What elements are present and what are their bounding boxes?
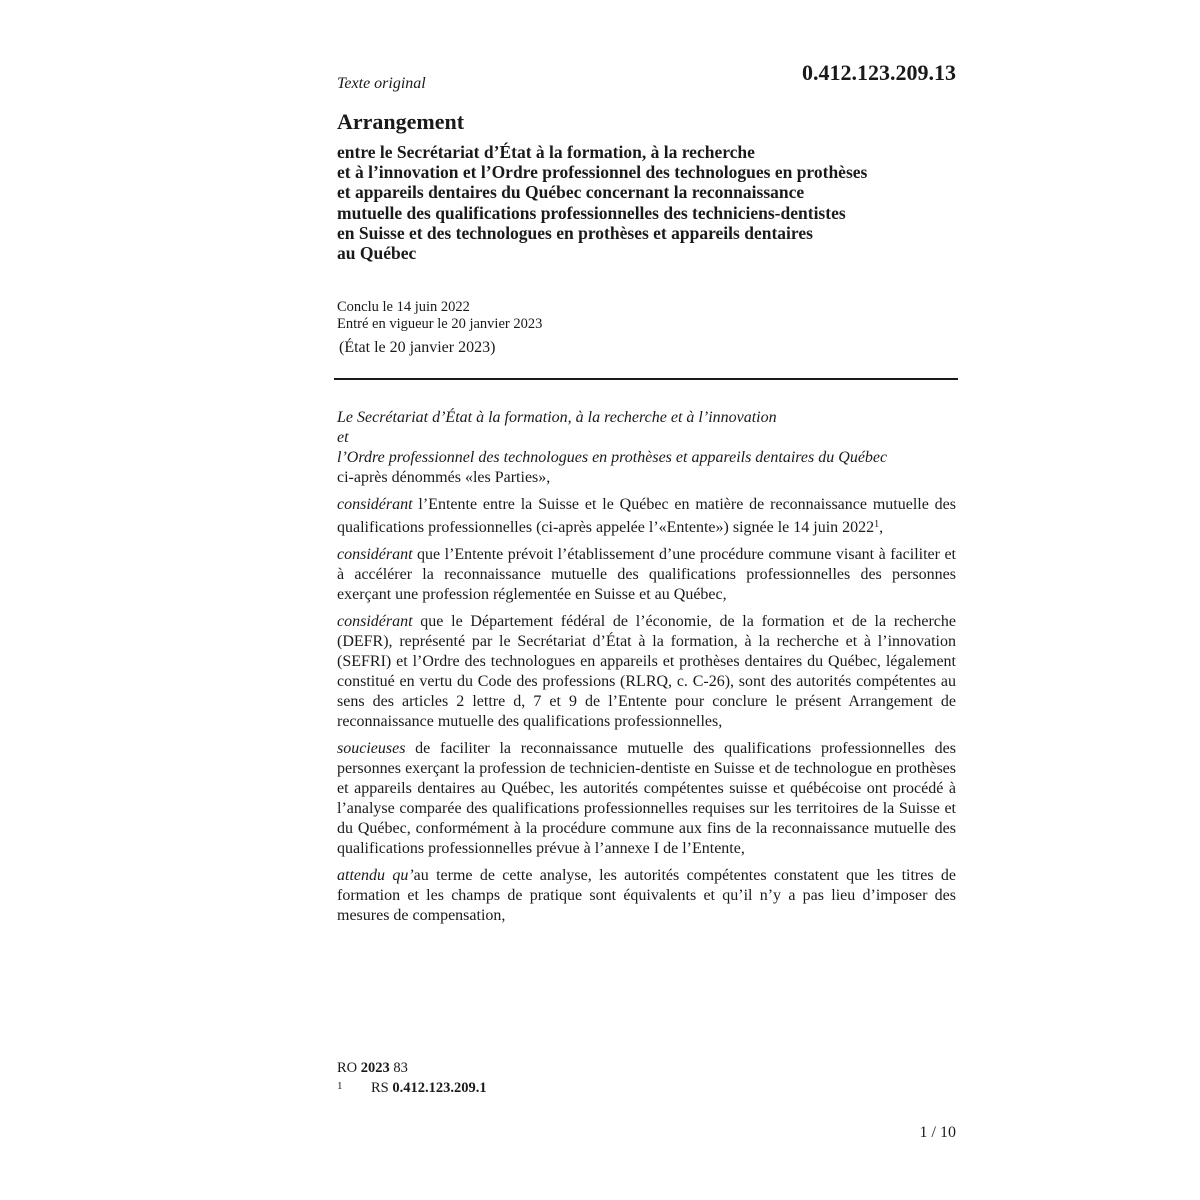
in-force-date: Entré en vigueur le 20 janvier 2023 <box>337 315 543 332</box>
recital-paragraph <box>337 866 956 926</box>
document-subtitle: entre le Secrétariat d’État à la formation, à la recherche et à l’innovation et l’Ordre professionnel des technologues en prothèses et appareils dentaires du Québec concernant la reconnaissance mutuelle des qualifications professionnelles des techniciens-dentistes en Suisse et des technologues en prothèses et appareils dentaires au Québec <box>337 142 868 264</box>
document-title: Arrangement <box>337 109 465 134</box>
page-number: 1 / 10 <box>919 1124 956 1141</box>
recital-text: de faciliter la reconnaissance mutuelle des qualifications professionnelles des personnes exerçant la profession de technicien-dentiste en Suisse et de technologue en prothèses et appareils dentaires au Québec, les autorités compétentes suisse et québécoise ont procédé à l’analyse comparée des qualifications professionnelles requises sur les territoires de la Suisse et du Québec, conformément à la procédure commune aux fins de la reconnaissance mutuelle des qualifications professionnelles prévue à l’annexe I de l’Entente, <box>337 740 956 857</box>
recital-paragraph <box>337 612 956 732</box>
original-text-label: Texte original <box>337 75 426 92</box>
document-body <box>337 408 956 926</box>
recital-lead: soucieuses <box>337 740 406 757</box>
conjunction: et <box>337 429 349 446</box>
concluded-date: Conclu le 14 juin 2022 <box>337 299 470 315</box>
recital-paragraph <box>337 545 956 605</box>
recital-lead: considérant <box>337 546 413 563</box>
ro-reference <box>337 1059 487 1077</box>
document-number: 0.412.123.209.13 <box>802 60 956 85</box>
footnote-reference[interactable]: 1 <box>874 519 880 530</box>
parties-designation: ci-après dénommés «les Parties», <box>337 469 551 486</box>
party-two: l’Ordre professionnel des technologues en prothèses et appareils dentaires du Québec <box>337 449 888 466</box>
rs-prefix: RS <box>371 1080 389 1096</box>
footnote-number: 1 <box>337 1080 343 1092</box>
recital-lead: attendu qu’ <box>337 867 414 884</box>
ro-year: 2023 <box>360 1060 390 1076</box>
page-footer <box>337 1059 487 1097</box>
preamble <box>337 408 956 488</box>
recital-lead: considérant <box>337 613 413 630</box>
rs-number-link[interactable]: 0.412.123.209.1 <box>392 1080 487 1096</box>
ro-page: 83 <box>393 1060 408 1076</box>
recital-paragraph <box>337 495 956 538</box>
recital-text: que le Département fédéral de l’économie, de la formation et de la recherche (DEFR), représenté par le Secrétariat d’État à la formation, à la recherche et à l’innovation (SEFRI) et l’Ordre des technologues en appareils et prothèses dentaires du Québec, légalement constitué en vertu du Code des professions (RLRQ, c. C-26), sont des autorités compétentes au sens des articles 2 lettre d, 7 et 9 de l’Entente pour conclure le présent Arrangement de reconnaissance mutuelle des qualifications professionnelles, <box>337 613 956 730</box>
recital-tail: , <box>879 519 884 536</box>
header-divider <box>334 378 958 380</box>
footnote <box>337 1077 487 1097</box>
recital-text: au terme de cette analyse, les autorités compétentes constatent que les titres de formation et les champs de pratique sont équivalents et qu’il n’y a pas lieu d’imposer des mesures de compensation, <box>337 867 957 924</box>
party-one: Le Secrétariat d’État à la formation, à la recherche et à l’innovation <box>337 409 777 426</box>
recital-lead: considérant <box>337 496 413 513</box>
recital-text: que l’Entente prévoit l’établissement d’une procédure commune visant à faciliter et à accélérer la reconnaissance mutuelle des qualifications professionnelles des personnes exerçant une profession réglementée en Suisse et au Québec, <box>337 546 956 603</box>
state-date: (État le 20 janvier 2023) <box>339 339 496 356</box>
ro-prefix: RO <box>337 1060 358 1076</box>
conclusion-info <box>337 299 542 332</box>
recital-text: l’Entente entre la Suisse et le Québec en matière de reconnaissance mutuelle des qualifications professionnelles (ci-après appelée l’«Entente») signée le 14 juin 2022 <box>337 496 956 536</box>
recital-paragraph <box>337 739 956 859</box>
